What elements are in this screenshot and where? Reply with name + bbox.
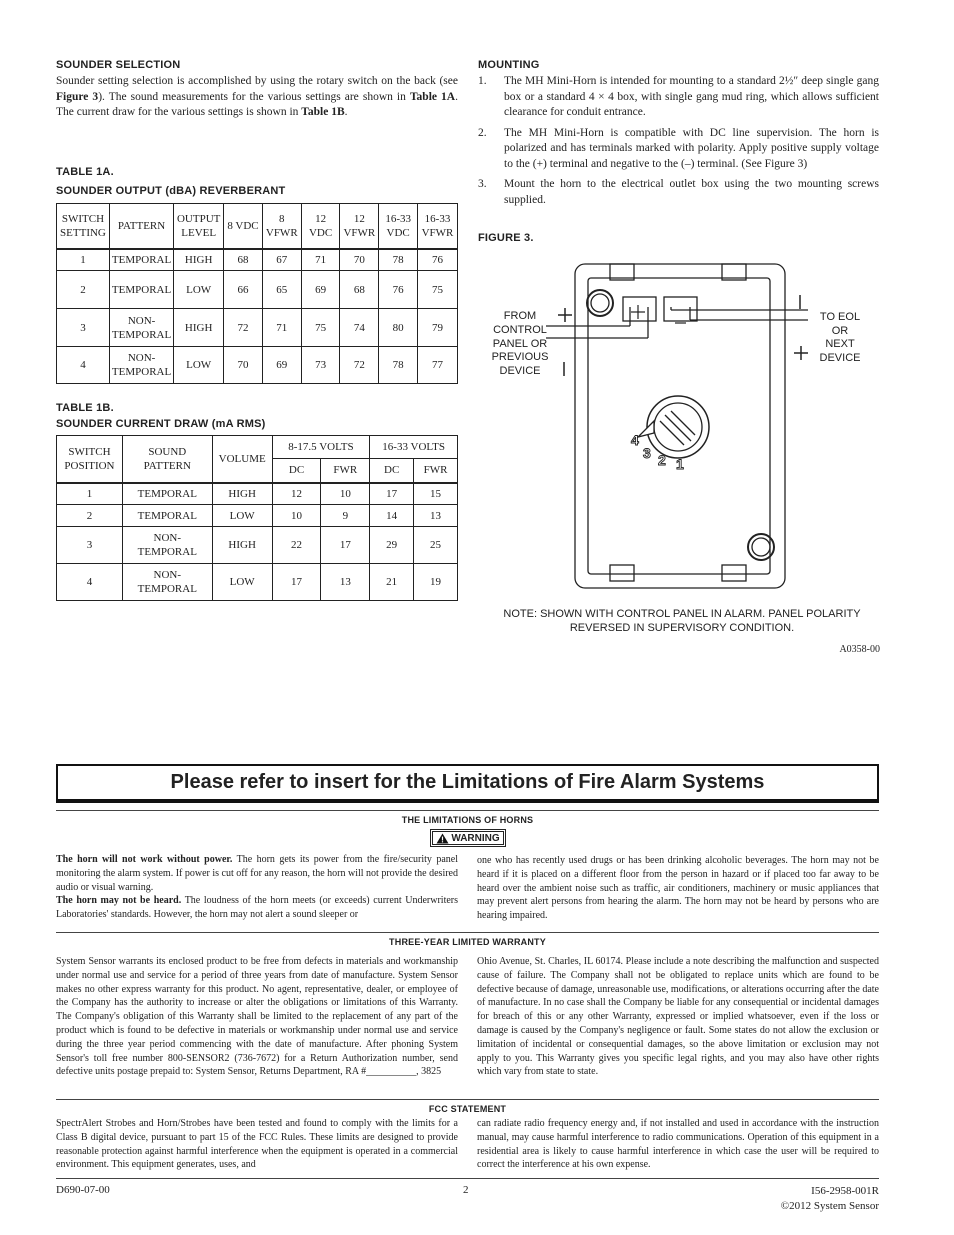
cell: 74 [340, 309, 379, 347]
cell: 21 [370, 564, 414, 601]
cell: 69 [262, 347, 301, 384]
header-cell: 12 VDC [301, 204, 340, 249]
cell: TEMPORAL [122, 483, 212, 505]
figure-code: A0358-00 [839, 644, 880, 655]
cell: LOW [212, 564, 272, 601]
header-cell: 16-33 VOLTS [370, 436, 458, 459]
header-cell: 12 VFWR [340, 204, 379, 249]
footer-doc-number: D690-07-00 [56, 1184, 110, 1196]
divider [56, 1178, 879, 1179]
table-row [57, 347, 458, 384]
cell: 75 [301, 309, 340, 347]
cell: 9 [321, 505, 370, 527]
mounting-screw-hole-inner [591, 294, 609, 312]
cell: HIGH [174, 309, 224, 347]
from-panel-label: CONTROL [493, 324, 547, 336]
to-eol-label: OR [831, 325, 849, 337]
cell: 3 [57, 309, 110, 347]
from-panel-label: PANEL OR [492, 338, 548, 350]
mounting-tab [722, 565, 746, 581]
table-1a-title: SOUNDER OUTPUT (dBA) REVERBERANT [56, 185, 286, 197]
cell: TEMPORAL [122, 505, 212, 527]
cell: 68 [224, 249, 263, 271]
switch-number: 2 [658, 452, 666, 468]
divider [56, 1099, 879, 1100]
header-cell: OUTPUT LEVEL [174, 204, 224, 249]
mounting-screw-hole-inner [752, 538, 770, 556]
rotary-switch-pointer [638, 421, 654, 437]
fcc-left-text: SpectrAlert Strobes and Horn/Strobes have been tested and found to comply with the limits for a Class B digital device, pursuant to part 15 of the FCC Rules. These limits are designed to provide reasonable protection against harmful interference when the equipment is operated in a commercial environment. This equipment generates, uses, and [56, 1118, 458, 1171]
cell: LOW [212, 505, 272, 527]
rotary-switch-slot [671, 411, 695, 435]
header-cell: SOUND PATTERN [122, 436, 212, 483]
header-cell: DC [370, 459, 414, 483]
cell: 17 [272, 564, 321, 601]
cell: HIGH [174, 249, 224, 271]
divider [56, 932, 879, 933]
header-cell: PATTERN [109, 204, 173, 249]
header-cell: DC [272, 459, 321, 483]
warning-triangle-icon [436, 833, 449, 844]
cell: 25 [414, 527, 458, 564]
cell: 79 [418, 309, 458, 347]
header-cell: VOLUME [212, 436, 272, 483]
cell: 76 [379, 271, 418, 309]
figure-note-line: NOTE: SHOWN WITH CONTROL PANEL IN ALARM. PANEL POLARITY [503, 608, 861, 620]
table-row [57, 527, 458, 564]
rotary-switch [647, 396, 709, 458]
cell: 14 [370, 505, 414, 527]
cell: HIGH [212, 527, 272, 564]
table-row [57, 309, 458, 347]
cell: 13 [414, 505, 458, 527]
cell: 80 [379, 309, 418, 347]
warranty-left-text: System Sensor warrants its enclosed product to be free from defects in materials and workmanship under normal use and service for a period of three years from date of manufacture. System Sensor makes no other express warranty for this product. No agent, representative, dealer, or employee of the Company has the authority to increase or alter the obligations or limitations of this Warranty. The Company's obligation of this Warranty shall be limited to the replacement of any part of the product which is found to be defective in materials or workmanship under normal use and service during the three year period commencing with the date of manufacture. After phoning System Sensor's toll free number 800-SENSOR2 (736-7672) for a Return Authorization number, send defective units postage prepaid to: System Sensor, Returns Department, RA #__________, 3825 [56, 956, 458, 1078]
horn-housing [575, 264, 785, 588]
cell: 19 [414, 564, 458, 601]
table-row [57, 564, 458, 601]
list-item: 2. The MH Mini-Horn is compatible with DC line supervision. The horn is polarized and has terminals marked with polarity. Apply positive supply voltage to the (+) terminal and negative to the (–) terminal. (See Figure 3) [478, 126, 879, 170]
cell: 76 [418, 249, 458, 271]
warning-label [430, 829, 506, 847]
list-item: 1. The MH Mini-Horn is intended for mounting to a standard 2½″ deep single gang box or a standard 4 × 4 box, with single gang mud ring, which allows sufficient clearance for conduit entrance. [478, 75, 879, 118]
cell: 65 [262, 271, 301, 309]
cell: 10 [321, 483, 370, 505]
sounder-selection-heading: SOUNDER SELECTION [56, 59, 181, 71]
cell: 70 [340, 249, 379, 271]
sounder-output-table [56, 203, 458, 384]
switch-number: 1 [676, 456, 684, 472]
cell: 70 [224, 347, 263, 384]
cell: 72 [224, 309, 263, 347]
from-panel-label: PREVIOUS [491, 351, 549, 363]
table-row [57, 249, 458, 271]
from-panel-label: FROM [503, 310, 537, 322]
cell: TEMPORAL [109, 271, 173, 309]
cell: NON-TEMPORAL [122, 527, 212, 564]
cell: 66 [224, 271, 263, 309]
table-row [57, 505, 458, 527]
switch-number: 3 [643, 445, 651, 461]
cell: 1 [57, 249, 110, 271]
cell: TEMPORAL [109, 249, 173, 271]
cell: 67 [262, 249, 301, 271]
rotary-switch-slot [660, 421, 684, 445]
to-eol-label: NEXT [825, 338, 855, 350]
warranty-heading: THREE-YEAR LIMITED WARRANTY [389, 937, 546, 947]
to-eol-label: TO EOL [819, 311, 861, 323]
mounting-heading: MOUNTING [478, 59, 540, 71]
fcc-heading: FCC STATEMENT [428, 1104, 507, 1114]
cell: NON-TEMPORAL [122, 564, 212, 601]
table-1b-label: TABLE 1B. [56, 402, 114, 414]
warning-text: WARNING [451, 832, 500, 844]
horns-right-text: one who has recently used drugs or has been drinking alcoholic beverages. The horn may not be heard if it is placed on a different floor from the person in hazard or if placed too far away to be heard over the ambient noise such as traffic, air conditioners, machinery or music appliances that may prevent alert persons from hearing the alarm. The horn may not be heard by persons who are hearing impaired. [477, 855, 879, 922]
footer-part-number [700, 1184, 879, 1214]
cell: 2 [57, 505, 123, 527]
table-header-row [57, 436, 458, 459]
cell: 3 [57, 527, 123, 564]
cell: 71 [262, 309, 301, 347]
table-1b-title: SOUNDER CURRENT DRAW (mA RMS) [56, 418, 266, 430]
header-cell: SWITCH POSITION [57, 436, 123, 483]
positive-terminal [623, 297, 656, 321]
rotary-switch-inner [654, 403, 702, 451]
cell: 75 [418, 271, 458, 309]
cell: 17 [321, 527, 370, 564]
table-header-row [57, 204, 458, 249]
cell: 4 [57, 564, 123, 601]
cell: NON-TEMPORAL [109, 347, 173, 384]
cell: LOW [174, 271, 224, 309]
cell: 13 [321, 564, 370, 601]
cell: HIGH [212, 483, 272, 505]
cell: 71 [301, 249, 340, 271]
cell: 69 [301, 271, 340, 309]
fcc-right-text: can radiate radio frequency energy and, if not installed and used in accordance with the instruction manual, may cause harmful interference to radio communications. Operation of this equipment in a residential area is likely to cause harmful interference in which case the user will be required to correct the interference at his own expense. [477, 1118, 879, 1171]
cell: 29 [370, 527, 414, 564]
cell: 73 [301, 347, 340, 384]
header-cell: 8 VDC [224, 204, 263, 249]
horn-backplate [588, 278, 770, 574]
header-cell: 8 VFWR [262, 204, 301, 249]
table-row [57, 271, 458, 309]
cell: 72 [340, 347, 379, 384]
list-item: 3. Mount the horn to the electrical outlet box using the two mounting screws supplied. [478, 178, 879, 206]
cell: 78 [379, 347, 418, 384]
cell: 68 [340, 271, 379, 309]
mounting-list [478, 74, 879, 213]
limitations-banner [56, 764, 879, 801]
table-row [57, 483, 458, 505]
figure-note [478, 608, 886, 635]
sounder-selection-text: Sounder setting selection is accomplished by using the rotary switch on the back (see Figure 3). The sound measurements for the various settings are shown in Table 1A. The current draw for the various settings is shown in Table 1B. [56, 75, 458, 118]
figure-note-line: REVERSED IN SUPERVISORY CONDITION. [569, 621, 795, 634]
cell: NON-TEMPORAL [109, 309, 173, 347]
cell: 12 [272, 483, 321, 505]
cell: 1 [57, 483, 123, 505]
to-eol-label: DEVICE [819, 352, 861, 364]
switch-number: 4 [631, 432, 639, 448]
limitations-banner-title: Please refer to insert for the Limitations of Fire Alarm Systems [170, 771, 765, 793]
footer-copyright: ©2012 System Sensor [780, 1200, 879, 1212]
negative-terminal [664, 297, 697, 321]
cell: 10 [272, 505, 321, 527]
table-1a-label: TABLE 1A. [56, 166, 114, 178]
cell: LOW [174, 347, 224, 384]
from-panel-label: DEVICE [499, 365, 541, 377]
warranty-right-text: Ohio Avenue, St. Charles, IL 60174. Please include a note describing the malfunction and suspected cause of failure. The Company shall not be obligated to replace units which are found to be defective because of damage, unreasonable use, modifications, or alterations occurring after the date of manufacture. In no case shall the Company be liable for any consequential or incidental damages for breach of this or any other Warranty, expressed or implied whatsoever, even if the loss or damage is caused by the Company's negligence or fault. Some states do not allow the exclusion or limitation of incidental or consequential damages, so the above limitation or exclusion may not apply to you. This Warranty gives you specific legal rights, and you may also have other rights which vary from state to state. [477, 956, 879, 1078]
figure-3-label: FIGURE 3. [478, 232, 534, 244]
cell: 17 [370, 483, 414, 505]
header-cell: SWITCH SETTING [57, 204, 110, 249]
header-cell: FWR [414, 459, 458, 483]
cell: 2 [57, 271, 110, 309]
sounder-current-table [56, 435, 458, 601]
header-cell: 16-33 VFWR [418, 204, 458, 249]
horns-heading: THE LIMITATIONS OF HORNS [401, 815, 534, 825]
horns-left-text: The horn will not work without power. The horn gets its power from the fire/security panel monitoring the alarm system. If power is cut off for any reason, the horn will not provide the desired audio or visual warning. The horn may not be heard. The loudness of the horn meets (or exceeds) current Underwriters Laboratories' standards. However, the horn may not alert a sound sleeper or [56, 854, 459, 921]
horn-wiring-diagram [478, 255, 880, 600]
mounting-tab [610, 565, 634, 581]
cell: 15 [414, 483, 458, 505]
cell: 77 [418, 347, 458, 384]
footer-page-number: 2 [463, 1184, 469, 1196]
header-cell: 16-33 VDC [379, 204, 418, 249]
cell: 22 [272, 527, 321, 564]
header-cell: 8-17.5 VOLTS [272, 436, 370, 459]
cell: 4 [57, 347, 110, 384]
cell: 78 [379, 249, 418, 271]
divider [56, 810, 879, 811]
header-cell: FWR [321, 459, 370, 483]
footer-part-code: I56-2958-001R [811, 1185, 879, 1197]
